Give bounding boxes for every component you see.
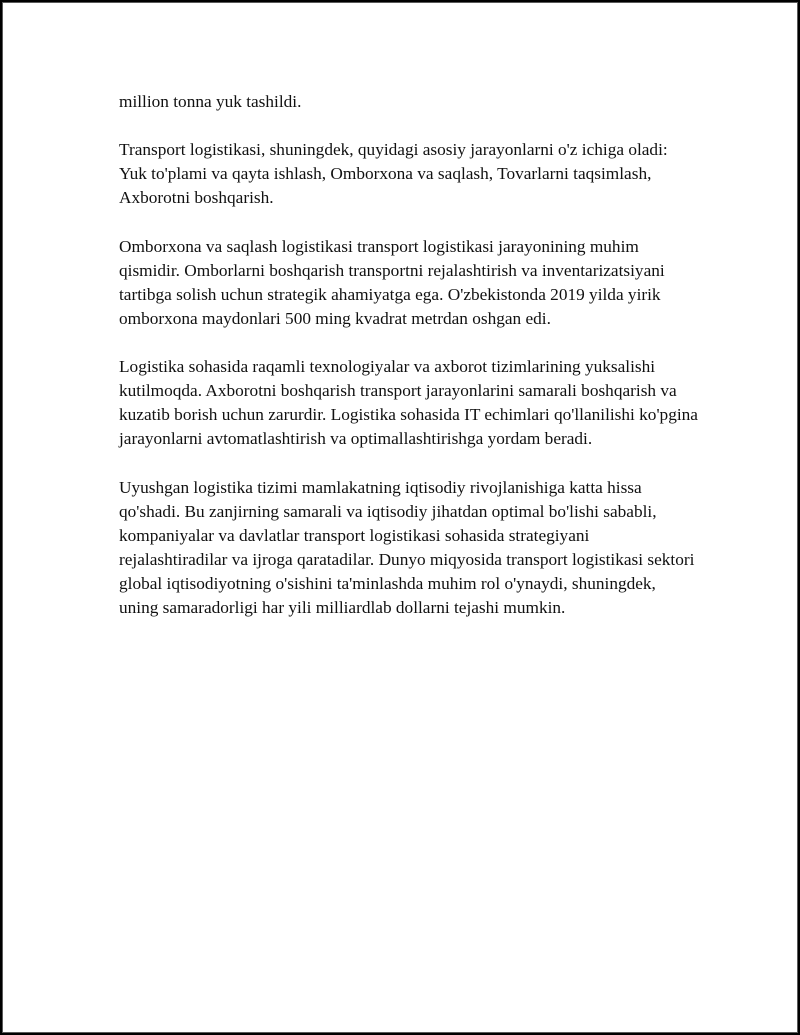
paragraph-5: Uyushgan logistika tizimi mamlakatning iqtisodiy rivojlanishiga katta hissa qo'shadi. Bu zanjirning samarali va iqtisodiy jihatdan optimal bo'lishi sababli, kompaniyalar va davlatlar transport logistikasi sohasida strategiyani rejalashtiradilar va ijroga qaratadilar. Dunyo miqyosida transport logistikasi sektori global iqtisodiyotning o'sishini ta'minlashda muhim rol o'ynaydi, shuningdek, uning samaradorligi har yili milliardlab dollarni tejashi mumkin.: [119, 477, 695, 617]
document-body: [119, 90, 699, 644]
paragraph-1: million tonna yuk tashildi.: [119, 92, 302, 111]
paragraph-3: Omborxona va saqlash logistikasi transport logistikasi jarayonining muhim qismidir. Omborlarni boshqarish transportni rejalashtirish va inventarizatsiyani tartibga solish uchun strategik ahamiyatga ega. O'zbekistonda 2019 yilda yirik omborxona maydonlari 500 ming kvadrat metrdan oshgan edi.: [119, 236, 665, 328]
paragraph-2: Transport logistikasi, shuningdek, quyidagi asosiy jarayonlarni o'z ichiga oladi: Yuk to'plami va qayta ishlash, Omborxona va saqlash, Tovarlarni taqsimlash, Axborotni boshqarish.: [119, 140, 668, 208]
paragraph-4: Logistika sohasida raqamli texnologiyalar va axborot tizimlarining yuksalishi kutilmoqda. Axborotni boshqarish transport jarayonlarini samarali boshqarish va kuzatib borish uchun zarurdir. Logistika sohasida IT echimlari qo'llanilishi ko'pgina jarayonlarni avtomatlashtirish va optimallashtirishga yordam beradi.: [119, 357, 698, 449]
